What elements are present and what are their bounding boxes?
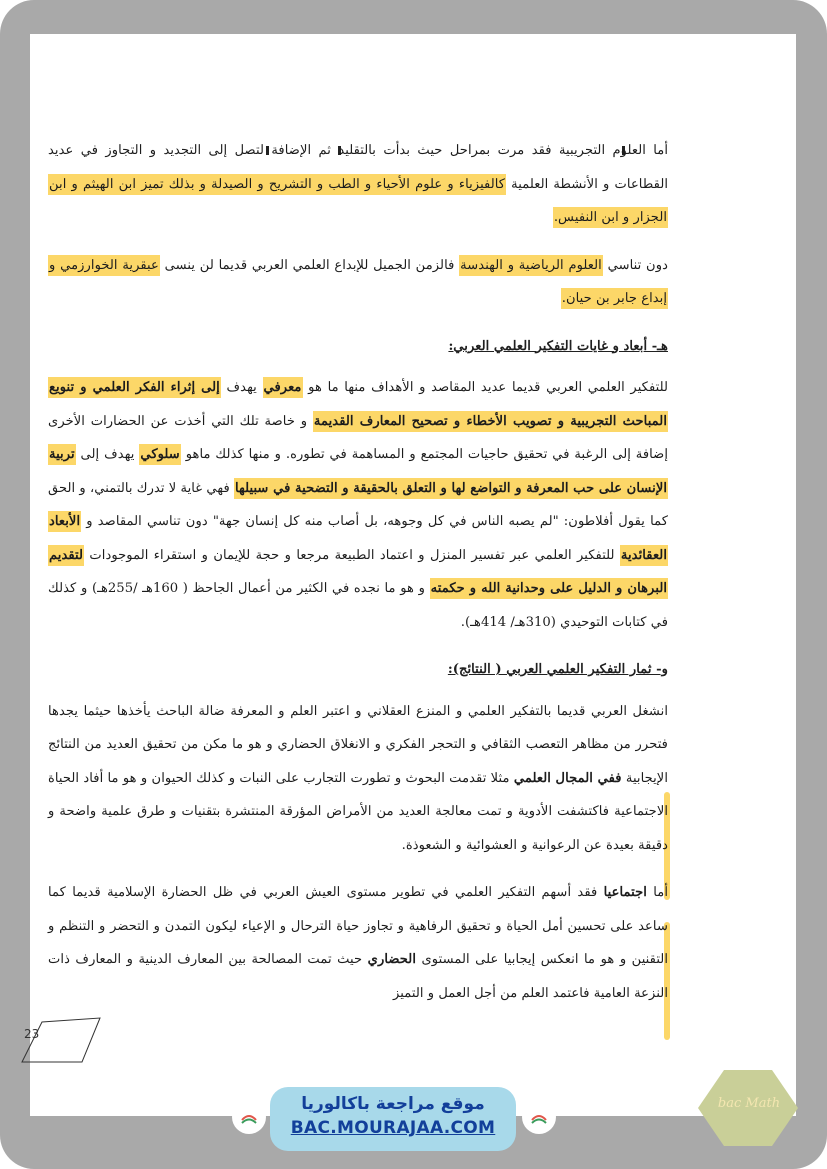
paragraph-results: انشغل العربي قديما بالتفكير العلمي و المنزع العقلاني و اعتبر العلم و المعرفة ضالة الباحث يأخذها حيثما يجدها فتحرر من مظاهر التعصب الثقافي و التحجر الفكري و الانغلاق الحضاري و هو ما مكن من تحقيق العديد من النتائج الإيجابية ففي المجال العلمي مثلا تقدمت البحوث و تطورت التجارب على النبات و كذلك الحيوان و هو ما أفاد الحياة الاجتماعية فاكتشفت الأدوية و تمت معالجة العديد من الأمراض المؤرقة المنتشرة بتقنيات و طرق علمية واضحة و دقيقة بعيدة عن الرعوانية و العشوائية و الشعوذة.	[48, 703, 668, 853]
page-number-badge	[8, 1012, 106, 1068]
banner-url: BAC.MOURAJAA.COM	[290, 1118, 496, 1138]
highlighted-text: معرفي	[263, 377, 303, 398]
bacmath-logo-text: bac Math	[717, 1096, 781, 1111]
section-heading-goals: هـ- أبعاد و غايات التفكير العلمي العربي:	[448, 338, 668, 354]
site-logo-icon	[522, 1100, 556, 1134]
site-logo-icon	[232, 1100, 266, 1134]
highlighted-text: كالفيزياء و علوم الأحياء و الطب و التشريح و الصيدلة و بذلك تميز ابن الهيثم و ابن الجزار و ابن النفيس.	[48, 174, 668, 229]
highlighted-text: العلوم الرياضية و الهندسة	[459, 255, 603, 276]
paragraph-experimental-sciences: أما العلوم التجريبية فقد مرت بمراحل حيث بدأت بالتقليد ثم الإضافة لتصل إلى التجديد و التجاوز في عديد القطاعات و الأنشطة العلمية كالفيزياء و علوم الأحياء و الطب و التشريح و الصيدلة و بذلك تميز ابن الهيثم و ابن الجزار و ابن النفيس.	[48, 134, 668, 235]
highlighted-text: لتقديم البرهان و الدليل على وحدانية الله و حكمته	[48, 545, 668, 600]
highlighted-text: سلوكي	[139, 444, 181, 465]
section-heading-results: و- ثمار التفكير العلمي العربي ( النتائج):	[447, 662, 668, 677]
banner-title: موقع مراجعة باكالوريا	[301, 1094, 485, 1114]
paragraph-math-sciences: دون تناسي العلوم الرياضية و الهندسة فالزمن الجميل للإبداع العلمي العربي قديما لن ينسى عبقرية الخوارزمي و إبداع جابر بن حيان.	[48, 249, 668, 316]
site-banner-link[interactable]	[270, 1087, 516, 1151]
highlighted-text: الأبعاد العقائدية	[48, 511, 668, 566]
paragraph-goals: للتفكير العلمي العربي قديما عديد المقاصد و الأهداف منها ما هو معرفي يهدف إلى إثراء الفكر العلمي و تنويع المباحث التجريبية و تصويب الأخطاء و تصحيح المعارف القديمة و خاصة تلك التي أخذت عن الحضارات الأخرى إضافة إلى الرغبة في تحقيق حاجيات المجتمع و المساهمة في تطوره. و منها كذلك ماهو سلوكي يهدف إلى تربية الإنسان على حب المعرفة و التواضع لها و التعلق بالحقيقة و التضحية في سبيلها فهي غاية لا تدرك بالتمني، و الحق كما يقول أفلاطون: "لم يصبه الناس في كل وجوهه، بل أصاب منه كل إنسان جهة" دون تناسي المقاصد و الأبعاد العقائدية للتفكير العلمي عبر تفسير المنزل و اعتماد الطبيعة مرجعا و حجة للإيمان و استقراء الموجودات لتقديم البرهان و الدليل على وحدانية الله و حكمته و هو ما نجده في الكثير من أعمال الجاحظ ( 160هـ /255هـ) و كذلك في كتابات التوحيدي (310هـ/ 414هـ).	[48, 371, 668, 639]
highlighted-text: عبقرية الخوارزمي و إبداع جابر بن حيان.	[48, 255, 668, 310]
paragraph-social: أما اجتماعيا فقد أسهم التفكير العلمي في تطوير مستوى العيش العربي في ظل الحضارة الإسلامية قديما كما ساعد على تحسين أمل الحياة و تحقيق الرفاهية و تجاوز حياة الترحال و الإعياء ليكون التمدن و التحضر و التنظم و التقنين و هو ما انعكس إيجابيا على المستوى الحضاري حيث تمت المصالحة بين المعارف الدينية و المعارف ذات النزعة العامية فاعتمد العلم من أجل العمل و التميز	[48, 885, 668, 1001]
document-body	[48, 134, 668, 1010]
page-number: 23	[24, 1027, 40, 1041]
highlighted-text: إلى إثراء الفكر العلمي و تنويع المباحث التجريبية و تصويب الأخطاء و تصحيح المعارف القديمة	[48, 377, 668, 432]
highlighted-text: تربية الإنسان على حب المعرفة و التواضع لها و التعلق بالحقيقة و التضحية في سبيلها	[48, 444, 668, 499]
